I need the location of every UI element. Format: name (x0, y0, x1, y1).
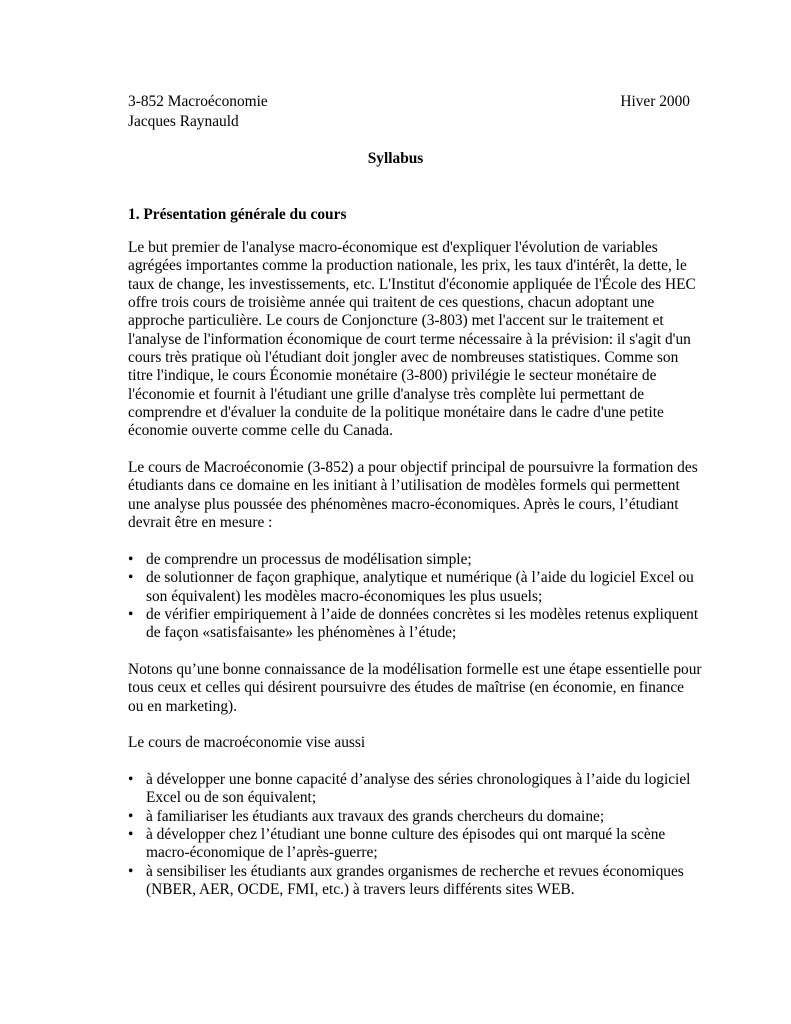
objective-paragraph: Le cours de Macroéconomie (3-852) a pour objectif principal de poursuivre la formation des étudiants dans ce domaine en les initiant à l’utilisation de modèles formels qui permettent une analyse plus poussée des phénomènes macro-économiques. Après le cours, l’étudiant devrait être en mesure : (128, 459, 698, 532)
objectives-list (128, 551, 703, 643)
list-item: • de comprendre un processus de modélisation simple; (128, 551, 703, 569)
list-item: • à familiariser les étudiants aux travaux des grands chercheurs du domaine; (128, 808, 703, 826)
list-item: • de vérifier empiriquement à l’aide de données concrètes si les modèles retenus expliquent de façon «satisfaisante» les phénomènes à l’étude; (128, 606, 703, 643)
course-code-title: 3-852 Macroéconomie (128, 93, 268, 110)
list-item: • de solutionner de façon graphique, analytique et numérique (à l’aide du logiciel Excel ou son équivalent) les modèles macro-économiques les plus usuels; (128, 569, 703, 606)
section-body (128, 239, 703, 918)
intro-paragraph: Le but premier de l'analyse macro-économique est d'expliquer l'évolution de variables agrégées importantes comme la production nationale, les prix, les taux d'intérêt, la dette, le taux de change, les investissements, etc. L'Institut d'économie appliquée de l'École des HEC offre trois cours de troisième année qui traitent de ces questions, chacun adoptant une approche particulière. Le cours de Conjoncture (3-803) met l'accent sur le traitement et l'analyse de l'information économique de court terme nécessaire à la prévision: il s'agit d'un cours très pratique où l'étudiant doit jongler avec de nombreuses statistiques. Comme son titre l'indique, le cours Économie monétaire (3-800) privilégie le secteur monétaire de l'économie et fournit à l'étudiant une grille d'analyse très complète lui permettant de comprendre et d'évaluer la conduite de la politique monétaire dans le cadre d'une petite économie ouverte comme celle du Canada. (128, 239, 696, 440)
author-name: Jacques Raynauld (128, 113, 239, 130)
note-paragraph: Notons qu’une bonne connaissance de la modélisation formelle est une étape essentielle pour tous ceux et celles qui désirent poursuivre des études de maîtrise (en économie, en finance ou en marketing). (128, 660, 702, 715)
section-heading: 1. Présentation générale du cours (128, 206, 347, 223)
list-item: • à sensibiliser les étudiants aux grandes organismes de recherche et revues économiques (NBER, AER, OCDE, FMI, etc.) à travers leurs différents sites WEB. (128, 863, 703, 900)
header-row (128, 92, 690, 112)
document-header (128, 92, 690, 132)
list-item: • à développer chez l’étudiant une bonne culture des épisodes qui ont marqué la scène macro-économique de l’après-guerre; (128, 826, 703, 863)
term: Hiver 2000 (620, 93, 690, 110)
aims-list (128, 771, 703, 899)
list-item: • à développer une bonne capacité d’analyse des séries chronologiques à l’aide du logiciel Excel ou de son équivalent; (128, 771, 703, 808)
document-title: Syllabus (367, 150, 424, 167)
aims-intro-paragraph: Le cours de macroéconomie vise aussi (128, 734, 366, 752)
